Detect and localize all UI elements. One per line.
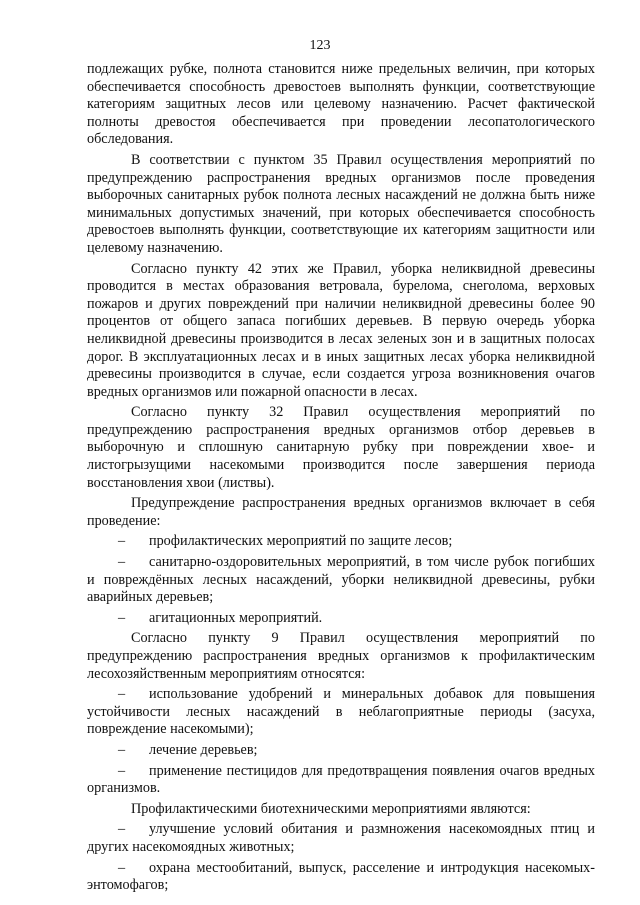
list-item-text: применение пестицидов для предотвращения появления очагов вредных организмов. (87, 762, 595, 797)
list-item-text: агитационных мероприятий. (149, 609, 323, 626)
paragraph-continued: подлежащих рубке, полнота становится ниже предельных величин, при которых обеспечивается способность древостоев выполнять функции, соответствующие категориям защитных лесов или целевому назначению. Расчет фактической полноты древостоя обеспечивается при проведении лесопатологического обследования. (87, 61, 595, 148)
paragraph: Профилактическими биотехническими мероприятиями являются: (131, 800, 531, 817)
paragraph: Предупреждение распространения вредных организмов включает в себя проведение: (87, 495, 595, 529)
list-item-text: профилактических мероприятий по защите лесов; (149, 533, 453, 550)
list-item (87, 763, 595, 798)
list-dash: – (118, 741, 126, 758)
list-dash: – (118, 533, 126, 550)
paragraph: Согласно пункту 9 Правил осуществления мероприятий по предупреждению распространения вредных организмов к профилактическим лесохозяйственным мероприятиям относятся: (87, 630, 595, 682)
list-item-text: лечение деревьев; (149, 741, 258, 758)
list-dash: – (118, 762, 126, 779)
list-item-text: санитарно-оздоровительных мероприятий, в том числе рубок погибших и повреждённых лесных насаждений, уборки неликвидной древесины, рубки аварийных деревьев; (87, 554, 595, 606)
list-item (87, 533, 595, 551)
list-item-text: охрана местообитаний, выпуск, расселение и интродукция насекомых-энтомофагов; (87, 859, 595, 894)
list-item-text: улучшение условий обитания и размножения насекомоядных птиц и других насекомоядных животных; (87, 821, 595, 855)
list-item (87, 554, 595, 607)
page-number: 123 (309, 38, 331, 53)
list-item (87, 742, 595, 760)
list-dash: – (118, 609, 126, 626)
paragraph: Согласно пункту 42 этих же Правил, уборка неликвидной древесины проводится в местах образования ветровала, бурелома, снеголома, верховых пожаров и других повреждений при наличии неликвидной древесины более 90 процентов от общего запаса погибших деревьев. В первую очередь уборка неликвидной древесины производится в лесах зеленых зон и в защитных полосах дорог. В эксплуатационных лесах и в иных защитных лесах уборка неликвидной древесины производится в случае, если создается угроза возникновения очагов вредных организмов или пожарной опасности в лесах. (87, 260, 595, 400)
list-item (87, 821, 595, 856)
paragraph: Согласно пункту 32 Правил осуществления мероприятий по предупреждению распространения вредных организмов отбор деревьев в выборочную и сплошную санитарную рубку при повреждении хвое- и листогрызущими насекомыми производится после завершения периода восстановления хвои (листвы). (87, 404, 595, 491)
list-dash: – (118, 554, 126, 571)
list-item (87, 686, 595, 739)
list-dash: – (118, 859, 126, 876)
paragraph: В соответствии с пунктом 35 Правил осуществления мероприятий по предупреждению распространения вредных организмов после проведения выборочных санитарных рубок полнота лесных насаждений не должна быть ниже минимальных допустимых значений, при которых обеспечивается способность древостоев выполнять функции, соответствующие их категориям защитности или целевому назначению. (87, 151, 595, 256)
list-item-text: использование удобрений и минеральных добавок для повышения устойчивости лесных насаждений в неблагоприятные периоды (засуха, повреждение насекомыми); (87, 686, 595, 738)
list-dash: – (118, 686, 126, 703)
list-item (87, 860, 595, 895)
list-dash: – (118, 821, 126, 838)
list-item (87, 610, 595, 628)
document-body (87, 61, 595, 895)
